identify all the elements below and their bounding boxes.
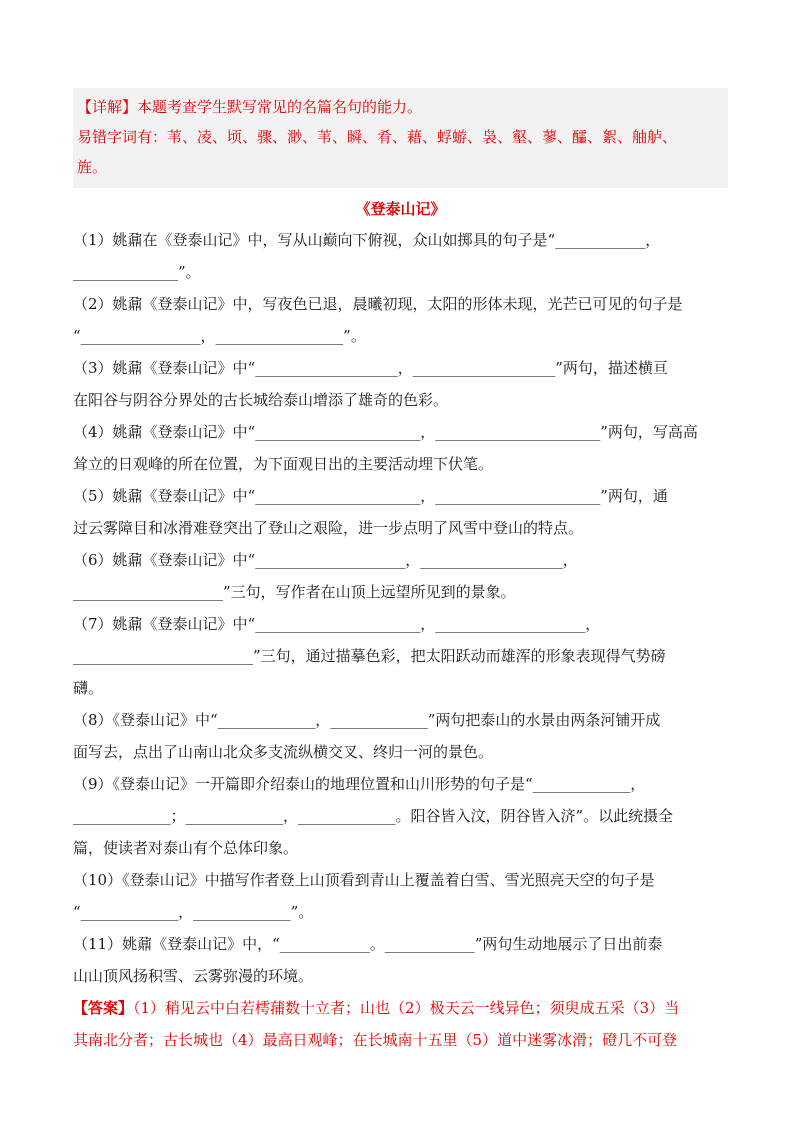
question-line: （11）姚鼐《登泰山记》中，“____________。____________”两句生动地展示了日出前泰 (73, 935, 663, 953)
explanation-text: 本题考查学生默写常见的名篇名句的能力。 (137, 98, 423, 116)
explanation-box (73, 88, 728, 188)
question-line: 过云雾障目和冰滑难登突出了登山之艰险，进一步点明了风雪中登山的特点。 (73, 519, 584, 537)
typo-label: 易错字词有： (77, 128, 168, 146)
question-line: 山山顶风扬积雪、云雾弥漫的环境。 (73, 967, 314, 985)
question-line: “________________，_________________”。 (73, 327, 366, 345)
question-line: （9）《登泰山记》一开篇即介绍泰山的地理位置和山川形势的句子是“_____________， (73, 775, 646, 793)
answer-text: （1）稍见云中白若樗蒱数十立者；山也（2）极天云一线异色；须臾成五采（3）当 (133, 999, 680, 1017)
question-line: 礴。 (73, 679, 104, 697)
question-line: ____________________”三句，写作者在山顶上远望所见到的景象。 (73, 583, 516, 601)
typo-words: 苇、凌、顷、骤、渺、苇、瞬、肴、藉、蜉蝣、袅、壑、蓼、醽、絮、舳舻、 (167, 128, 678, 146)
answer-line (73, 992, 728, 1024)
question-line: 篇，使读者对泰山有个总体印象。 (73, 839, 299, 857)
question-line: （6）姚鼐《登泰山记》中“____________________，___________________， (73, 551, 578, 569)
question-line: （7）姚鼐《登泰山记》中“______________________，____________________， (73, 615, 601, 633)
question-line: （4）姚鼐《登泰山记》中“______________________，______________________”两句，写高高 (73, 423, 698, 441)
answer-label: 【答案】 (73, 999, 134, 1017)
question-line: “_____________，_____________”。 (73, 903, 314, 921)
question-line: _____________；_____________，_____________。阳谷皆入汶，阴谷皆入济”。以此统摄全 (73, 807, 674, 825)
section-title: 《登泰山记》 (355, 200, 446, 218)
question-line: （3）姚鼐《登泰山记》中“___________________，___________________”两句，描述横亘 (73, 359, 668, 377)
explanation-label: 【详解】 (77, 98, 138, 116)
question-line: （8）《登泰山记》中“_____________，_____________”两句把泰山的水景由两条河铺开成 (73, 711, 661, 729)
typo-words-line (77, 122, 722, 152)
question-list (73, 224, 728, 992)
question-line: ________________________”三句，通过描摹色彩，把太阳跃动而雄浑的形象表现得气势磅 (73, 647, 666, 665)
answer-block (73, 992, 728, 1056)
question-line: 在阳谷与阴谷分界处的古长城给泰山增添了雄奇的色彩。 (73, 391, 449, 409)
question-line: （10）《登泰山记》中描写作者登上山顶看到青山上覆盖着白雪、雪光照亮天空的句子是 (73, 871, 655, 889)
document-page (73, 88, 728, 1056)
question-line: （2）姚鼐《登泰山记》中，写夜色已退，晨曦初现，太阳的形体未现，光芒已可见的句子是 (73, 295, 683, 313)
typo-words-tail: 旌。 (77, 158, 108, 176)
question-line: ______________”。 (73, 263, 201, 281)
question-line: 面写去，点出了山南山北众多支流纵横交叉、终归一河的景色。 (73, 743, 494, 761)
question-line: （5）姚鼐《登泰山记》中“______________________，______________________”两句，通 (73, 487, 668, 505)
question-line: （1）姚鼐在《登泰山记》中，写从山巅向下俯视，众山如掷具的句子是“____________， (73, 231, 661, 249)
question-line: 耸立的日观峰的所在位置，为下面观日出的主要活动埋下伏笔。 (73, 455, 494, 473)
explanation-line (77, 92, 722, 122)
answer-line: 其南北分者；古长城也（4）最高日观峰；在长城南十五里（5）道中迷雾冰滑；磴几不可登 (73, 1031, 678, 1049)
